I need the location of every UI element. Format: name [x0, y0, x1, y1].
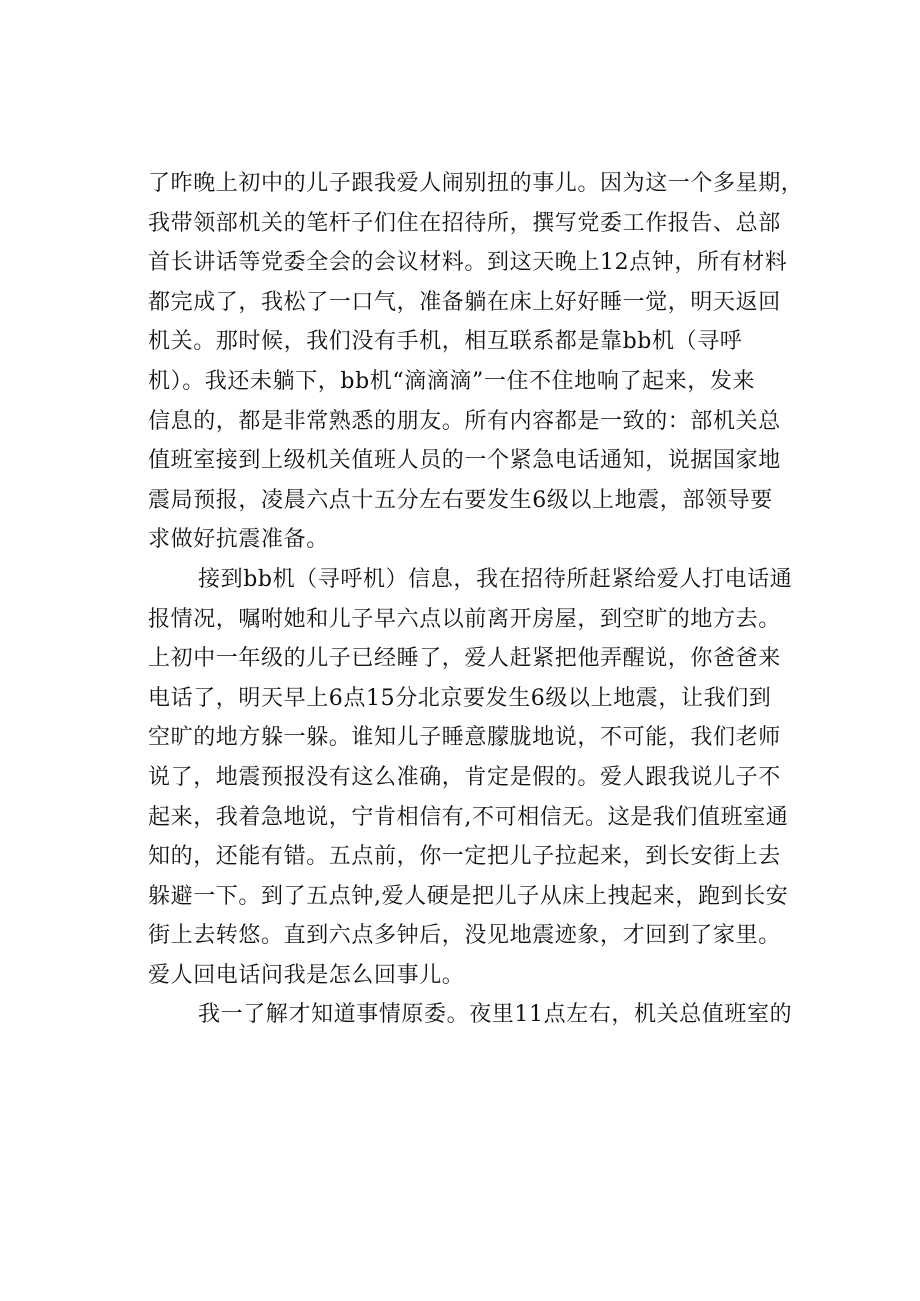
text-line-15: 空旷的地方躲一躲。谁知儿子睡意朦胧地说，不可能，我们老师	[148, 725, 781, 751]
text-line-14: 电话了，明天早上6点15分北京要发生6级以上地震，让我们到	[148, 685, 772, 711]
text-line-8: 值班室接到上级机关值班人员的一个紧急电话通知，说据国家地	[148, 448, 781, 474]
text-line-2: 我带领部机关的笔杆子们住在招待所，撰写党委工作报告、总部	[148, 210, 781, 236]
text-line-18: 知的，还能有错。五点前，你一定把儿子拉起来，到长安街上去	[148, 844, 781, 870]
text-line-19: 躲避一下。到了五点钟,爱人硬是把儿子从床上拽起来，跑到长安	[148, 883, 789, 909]
text-line-4: 都完成了，我松了一口气，准备躺在床上好好睡一觉，明天返回	[148, 289, 781, 315]
document-body	[148, 164, 808, 1035]
text-line-1: 了昨晚上初中的儿子跟我爱人闹别扭的事儿。因为这一个多星期，	[148, 171, 804, 196]
text-line-9: 震局预报，凌晨六点十五分左右要发生6级以上地震，部领导要	[148, 487, 773, 513]
text-line-12: 报情况，嘱咐她和儿子早六点以前离开房屋，到空旷的地方去。	[148, 606, 781, 632]
text-line-11: 接到bb机（寻呼机）信息，我在招待所赶紧给爱人打电话通	[198, 566, 793, 592]
text-line-21: 爱人回电话问我是怎么回事儿。	[148, 962, 465, 988]
text-line-13: 上初中一年级的儿子已经睡了，爱人赶紧把他弄醒说，你爸爸来	[148, 646, 781, 672]
text-line-20: 街上去转悠。直到六点多钟后，没见地震迹象，才回到了家里。	[148, 923, 781, 949]
text-line-16: 说了，地震预报没有这么准确，肯定是假的。爱人跟我说儿子不	[148, 764, 781, 790]
text-line-5: 机关。那时候，我们没有手机，相互联系都是靠bb机（寻呼	[148, 329, 743, 355]
text-line-10: 求做好抗震准备。	[148, 527, 329, 553]
text-line-7: 信息的，都是非常熟悉的朋友。所有内容都是一致的：部机关总	[148, 408, 781, 434]
text-line-22: 我一了解才知道事情原委。夜里11点左右，机关总值班室的	[198, 1002, 793, 1028]
text-line-3: 首长讲话等党委全会的会议材料。到这天晚上12点钟，所有材料	[148, 250, 788, 276]
text-line-6: 机）。我还未躺下，bb机“滴滴滴”一住不住地响了起来，发来	[148, 368, 756, 394]
text-line-17: 起来，我着急地说，宁肯相信有,不可相信无。这是我们值班室通	[148, 804, 789, 830]
